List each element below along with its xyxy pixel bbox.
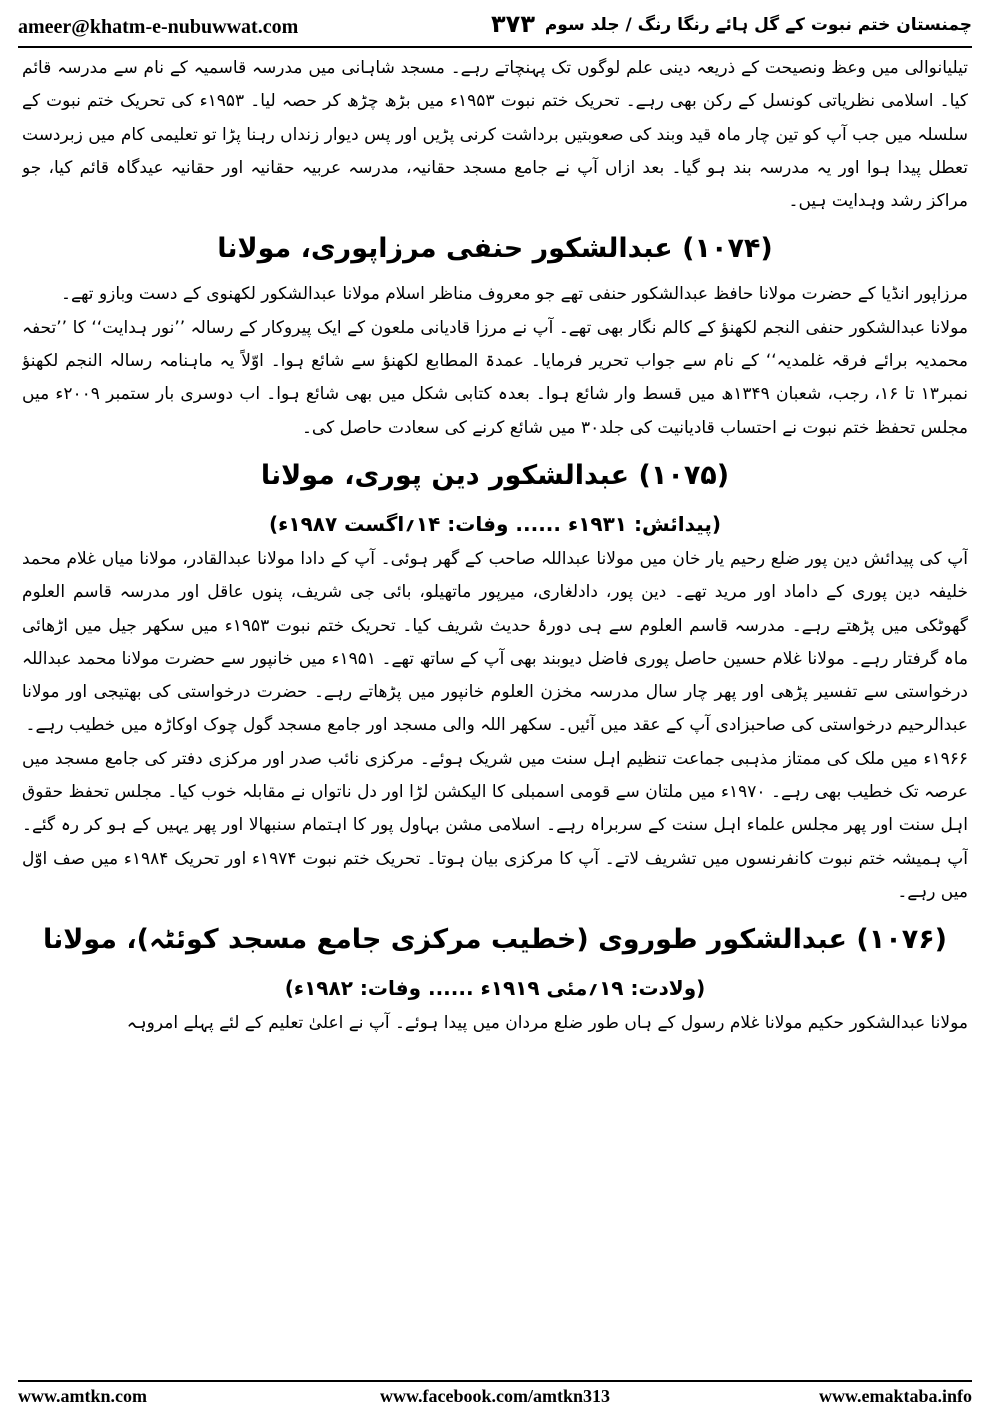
section-1074-paragraph-1: مرزاپور انڈیا کے حضرت مولانا حافظ عبدالشکور حنفی تھے جو معروف مناظر اسلام مولانا عبدالشکور لکھنوی کے دست وبازو تھے۔ [61,284,968,305]
header-email: ameer@khatm-e-nubuwwat.com [18,16,299,38]
book-title: چمنستان ختم نبوت کے گل ہائے رنگا رنگ / جلد سوم [544,15,972,35]
footer-link-emaktaba[interactable]: www.emaktaba.info [818,1386,972,1406]
section-1076-dates: (ولادت: ۱۹؍مئی ۱۹۱۹ء ...... وفات: ۱۹۸۲ء) [284,976,706,1001]
footer-link-amtkn[interactable]: www.amtkn.com [18,1386,147,1406]
intro-paragraph: تیلیانوالی میں وعظ ونصیحت کے ذریعہ دینی علم لوگوں تک پہنچاتے رہے۔ مسجد شاہانی میں مدرسہ قاسمیہ کے نام سے مدرسہ قائم کیا۔ اسلامی نظریاتی کونسل کے رکن بھی رہے۔ تحریک ختم نبوت ۱۹۵۳ء میں بڑھ چڑھ کر حصہ لیا۔ ۱۹۵۳ء کی تحریک ختم نبوت کے سلسلہ میں جب آپ کو تین چار ماہ قید وبند کی صعوبتیں برداشت کرنی پڑیں اور پس دیوار زنداں رہنا پڑا تو تعلیمی کام میں زبردست تعطل پیدا ہوا اور یہ مدرسہ بند ہو گیا۔ بعد ازاں آپ نے جامع مسجد حقانیہ، مدرسہ عربیہ حقانیہ اور حقانیہ عیدگاہ قائم کیا، جو مراکز رشد وہدایت ہیں۔ [22,58,968,212]
section-heading-1076: (۱۰۷۶) عبدالشکور طوروی (خطیب مرکزی جامع مسجد کوئٹہ)، مولانا [42,924,948,956]
section-1076-paragraph-1: مولانا عبدالشکور حکیم مولانا غلام رسول کے ہاں طور ضلع مردان میں پیدا ہوئے۔ آپ نے اعلیٰ تعلیم کے لئے پہلے امروہہ [126,1013,968,1034]
section-1075-paragraph-2: ۱۹۶۶ء میں ملک کی ممتاز مذہبی جماعت تنظیم اہل سنت میں شریک ہوئے۔ مرکزی نائب صدر اور مرکزی دفتر کی جامع مسجد میں عرصہ تک خطیب بھی رہے۔ ۱۹۷۰ء میں ملتان سے قومی اسمبلی کا الیکشن لڑا اور دل ناتواں نے مقابلہ خوب کیا۔ مجلس تحفظ حقوق اہل سنت اور پھر مجلس علماء اہل سنت کے سربراہ رہے۔ اسلامی مشن بہاول پور کا اہتمام سنبھالا اور پھر یہیں کے ہو کر رہ گئے۔ آپ ہمیشہ ختم نبوت کانفرنسوں میں تشریف لاتے۔ آپ کا مرکزی بیان ہوتا۔ تحریک ختم نبوت ۱۹۷۴ء اور تحریک ۱۹۸۴ء میں صف اوّل میں رہے۔ [22,748,968,902]
page-header [18,10,972,44]
section-1075-paragraph-1: آپ کی پیدائش دین پور ضلع رحیم یار خان میں مولانا عبداللہ صاحب کے گھر ہوئی۔ آپ کے دادا مولانا عبدالقادر، مولانا میاں غلام محمد خلیفہ دین پوری کے داماد اور مرید تھے۔ دین پور، دادلغاری، میرپور ماتھیلو، بائی جی شریف، پنوں عاقل اور مدرسہ قاسم العلوم گھوٹکی میں پڑھتے رہے۔ مدرسہ قاسم العلوم سے ہی دورۂ حدیث شریف کیا۔ تحریک ختم نبوت ۱۹۵۳ء میں سکھر جیل میں اڑھائی ماہ گرفتار رہے۔ مولانا غلام حسین حاصل پوری فاضل دیوبند بھی آپ کے ساتھ تھے۔ ۱۹۵۱ء میں خانپور سے حضرت مولانا محمد عبداللہ درخواستی سے تفسیر پڑھی اور پھر چار سال مدرسہ مخزن العلوم خانپور میں پڑھاتے رہے۔ حضرت درخواستی کی بھتیجی اور مولانا عبدالرحیم درخواستی کی صاحبزادی آپ کے عقد میں آئیں۔ سکھر اللہ والی مسجد اور جامع مسجد گول چوک اوکاڑہ میں خطیب رہے۔ [22,548,968,736]
footer-link-facebook[interactable]: www.facebook.com/amtkn313 [380,1386,610,1406]
section-heading-1074: (۱۰۷۴) عبدالشکور حنفی مرزاپوری، مولانا [217,233,773,265]
page-body [22,52,968,1374]
page-number: ۳۷۳ [491,10,535,38]
section-1075-dates: (پیدائش: ۱۹۳۱ء ...... وفات: ۱۴؍اگست ۱۹۸۷ء) [269,511,721,536]
header-divider [18,46,972,48]
section-1074-paragraph-2: مولانا عبدالشکور حنفی النجم لکھنؤ کے کالم نگار بھی تھے۔ آپ نے مرزا قادیانی ملعون کے ایک پیروکار کے رسالہ ’’نور ہدایت‘‘ کا ’’تحفہ محمدیہ برائے فرقہ غلمدیہ‘‘ کے نام سے جواب تحریر فرمایا۔ عمدۃ المطابع لکھنؤ سے شائع ہوا۔ اوّلاً یہ ماہنامہ رسالہ النجم لکھنؤ نمبر۱۳ تا ۱۶، رجب، شعبان ۱۳۴۹ھ میں قسط وار شائع ہوا۔ بعدہ کتابی شکل میں بھی شائع ہوا۔ اب دوسری بار ستمبر ۲۰۰۹ء میں مجلس تحفظ ختم نبوت نے احتساب قادیانیت کی جلد۳۰ میں شائع کرنے کی سعادت حاصل کی۔ [22,317,968,438]
footer-divider [18,1380,972,1382]
page-footer [18,1386,972,1414]
section-heading-1075: (۱۰۷۵) عبدالشکور دین پوری، مولانا [260,459,730,491]
